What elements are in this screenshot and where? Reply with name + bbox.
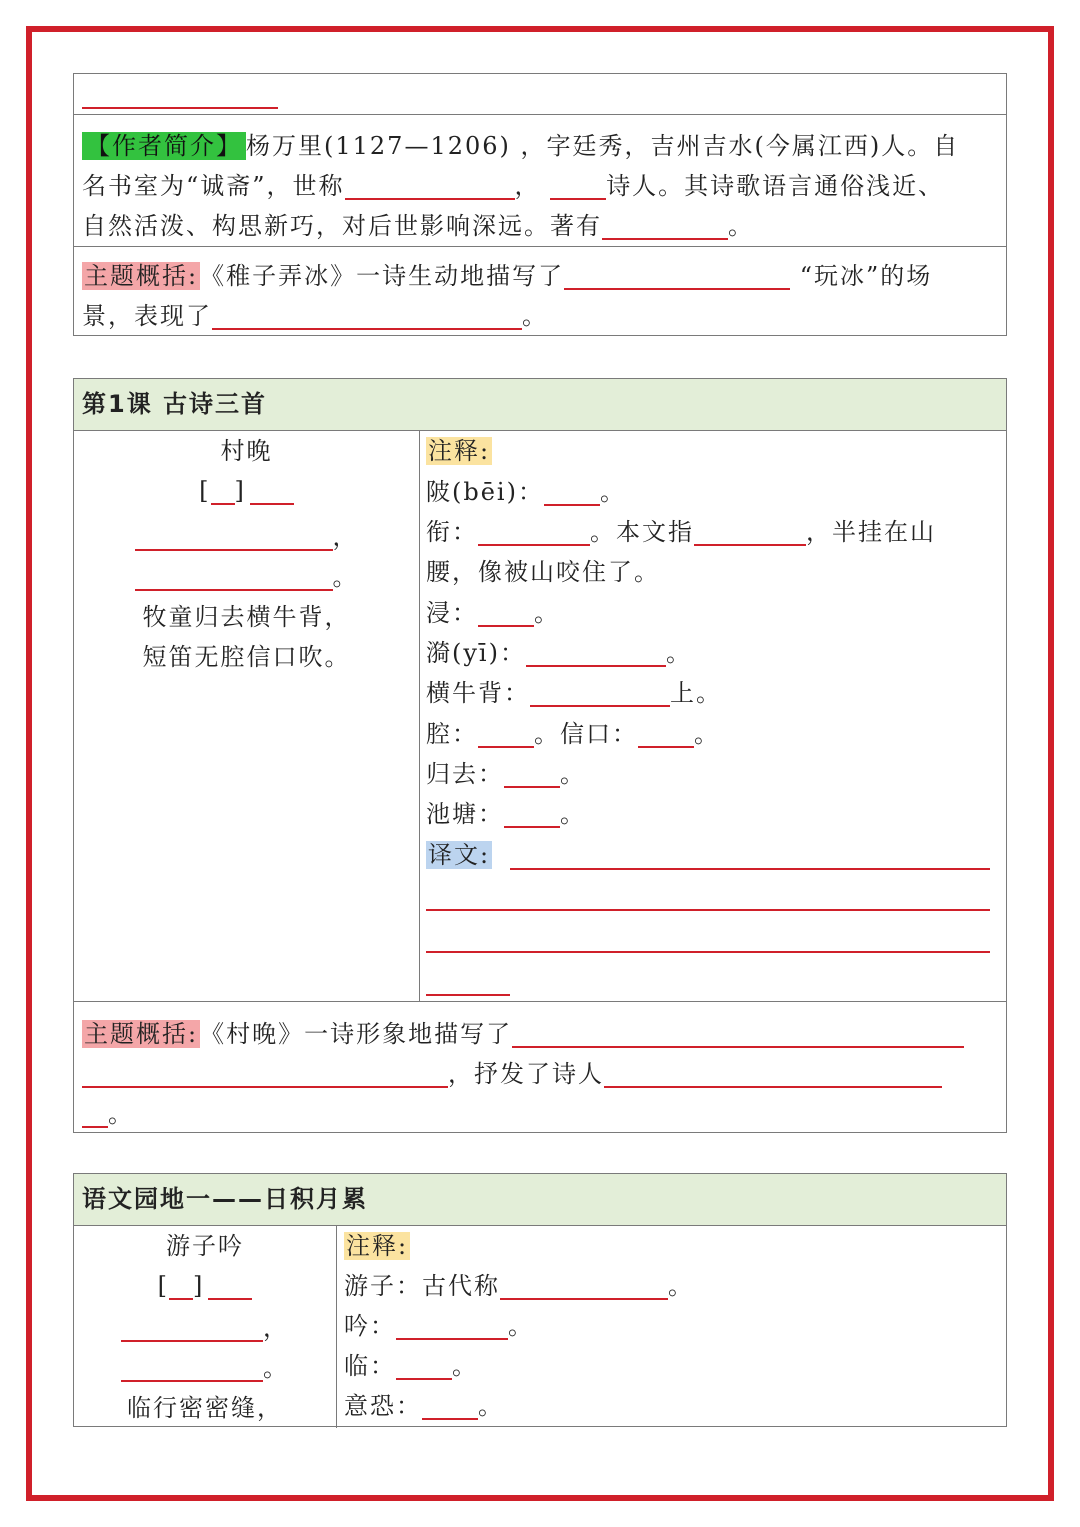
note-7: 归去： 。 <box>426 754 586 794</box>
notes-tag: 注释: <box>346 1232 409 1260</box>
note-5: 横牛背： 上。 <box>426 673 722 713</box>
blank-line[interactable] <box>345 168 515 200</box>
blank-line[interactable] <box>121 1350 263 1382</box>
theme-tag: 主题概括: <box>84 262 199 290</box>
garden-note-1: 游子：古代称 。 <box>344 1266 694 1306</box>
blank-line[interactable] <box>135 559 333 591</box>
garden-note-2: 吟： 。 <box>344 1306 534 1346</box>
note-1: 陂(bēi)： 。 <box>426 472 626 512</box>
poem-title: 游子吟 <box>166 1232 244 1260</box>
blank-line[interactable] <box>694 514 806 546</box>
blank-line[interactable] <box>82 1056 448 1088</box>
lesson1-theme-line-3: 。 <box>82 1094 134 1134</box>
blank-line[interactable] <box>638 716 694 748</box>
blank-line[interactable] <box>208 1268 252 1300</box>
blank-line[interactable] <box>564 258 790 290</box>
author-tag: 【作者简介】 <box>82 132 246 160</box>
note-6: 腔： 。信口： 。 <box>426 714 720 754</box>
lesson1-theme-line-2: ，抒发了诗人 <box>82 1054 942 1094</box>
blank-line[interactable] <box>135 519 333 551</box>
blank-line[interactable] <box>422 1388 478 1420</box>
blank-line[interactable] <box>212 298 522 330</box>
blank-line[interactable] <box>396 1308 508 1340</box>
garden-header: 语文园地一——日积月累 <box>74 1174 1006 1226</box>
author-block <box>73 73 1007 336</box>
blank-line[interactable] <box>426 909 990 911</box>
blank-line[interactable] <box>121 1310 263 1342</box>
author-line-3: 自然活泼、构思新巧，对后世影响深远。著有 。 <box>82 206 754 246</box>
lesson1-header: 第1课 古诗三首 <box>74 379 1006 431</box>
blank-line[interactable] <box>169 1268 193 1300</box>
poem-line-4: 短笛无腔信口吹。 <box>142 643 351 671</box>
poem-cunwan <box>74 431 419 677</box>
lesson1-theme-line-1: 主题概括:《村晚》一诗形象地描写了 <box>82 1014 964 1054</box>
garden-notes-label-row <box>344 1226 410 1266</box>
blank-line[interactable] <box>396 1348 452 1380</box>
theme-line-1: 主题概括:《稚子弄冰》一诗生动地描写了 “玩冰”的场 <box>82 256 932 296</box>
note-2-cont: 腰，像被山咬住了。 <box>426 558 660 586</box>
blank-line[interactable] <box>82 1096 108 1128</box>
blank-line[interactable] <box>478 595 534 627</box>
theme-line-2: 景，表现了 。 <box>82 296 548 336</box>
lesson1-block <box>73 378 1007 1133</box>
poem-author-line: [ ] <box>74 1266 336 1306</box>
blank-line[interactable] <box>504 796 560 828</box>
notes-tag: 注释: <box>428 437 491 465</box>
blank-line[interactable] <box>550 168 606 200</box>
notes-label-row <box>426 431 492 471</box>
poem-line-3: 临行密密缝， <box>127 1394 283 1422</box>
garden-note-3: 临： 。 <box>344 1346 478 1386</box>
blank-line[interactable] <box>478 514 590 546</box>
note-8: 池塘： 。 <box>426 794 586 834</box>
garden-block <box>73 1173 1007 1427</box>
blank-line[interactable] <box>500 1268 668 1300</box>
blank-line[interactable] <box>530 675 670 707</box>
poem-author-line: [ ] <box>74 471 419 511</box>
blank-line[interactable] <box>544 474 600 506</box>
author-line-1: 【作者简介】 杨万里(1127—1206) ，字廷秀，吉州吉水(今属江西)人。自 <box>82 126 959 166</box>
note-3: 浸： 。 <box>426 593 560 633</box>
blank-line[interactable] <box>526 635 666 667</box>
translation-tag: 译文: <box>428 841 491 869</box>
poem-line-1: ， <box>74 517 419 557</box>
blank-line[interactable] <box>211 473 235 505</box>
theme-tag: 主题概括: <box>84 1020 199 1048</box>
note-4: 漪(yī)： 。 <box>426 633 692 673</box>
blank-line[interactable] <box>250 473 294 505</box>
blank-line[interactable] <box>512 1016 964 1048</box>
poem-youziyin <box>74 1226 336 1428</box>
blank-line[interactable] <box>426 951 990 953</box>
blank-line[interactable] <box>504 756 560 788</box>
poem-line-2: 。 <box>74 1348 336 1388</box>
blank-line[interactable] <box>426 994 510 996</box>
garden-note-4: 意恐： 。 <box>344 1386 504 1426</box>
poem-title: 村晚 <box>220 437 273 465</box>
blank-line[interactable] <box>602 208 728 240</box>
blank-line[interactable] <box>604 1056 942 1088</box>
poem-line-1: ， <box>74 1308 336 1348</box>
author-line-2: 名书室为“诚斋”，世称 ， 诗人。其诗歌语言通俗浅近、 <box>82 166 944 206</box>
translation-row <box>426 835 492 875</box>
blank-line[interactable] <box>510 868 990 870</box>
poem-line-3: 牧童归去横牛背， <box>142 603 351 631</box>
blank-line[interactable] <box>82 107 278 109</box>
blank-line[interactable] <box>478 716 534 748</box>
note-2: 衔： 。本文指 ，半挂在山 <box>426 512 936 552</box>
poem-line-2: 。 <box>74 557 419 597</box>
